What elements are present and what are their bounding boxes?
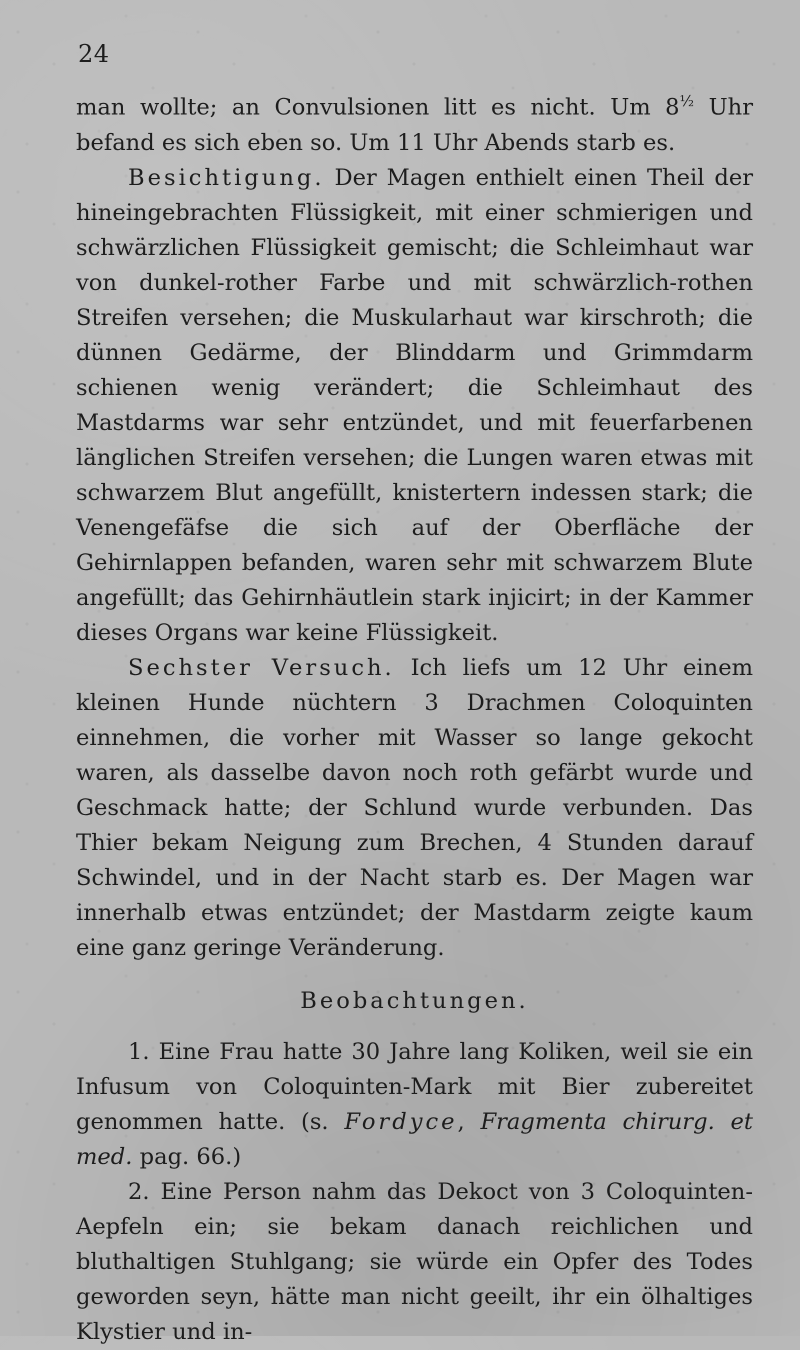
page-number: 24 (78, 40, 110, 68)
observation-1-author: Fordyce (344, 1108, 458, 1135)
observation-2 (76, 1175, 753, 1350)
main-text (76, 84, 753, 1350)
sechster-versuch-text: Ich liefs um 12 Uhr einem kleinen Hunde nüchtern 3 Drachmen Coloquinten einnehmen, die vorher mit Wasser so lange gekocht waren, als dasselbe davon noch roth gefärbt wurde und Geschmack hatte; der Schlund wurde verbunden. Das Thier bekam Neigung zum Brechen, 4 Stunden darauf Schwindel, und in der Nacht starb es. Der Magen war innerhalb etwas entzündet; der Mastdarm zeigte kaum eine ganz geringe Veränderung. (76, 654, 754, 961)
sechster-versuch-label: Sechster Versuch. (128, 654, 395, 681)
beobachtungen-heading: Beobachtungen. (300, 987, 529, 1014)
besichtigung-text: Der Magen enthielt einen Theil der hineingebrachten Flüssigkeit, mit einer schmierigen und schwärzlichen Flüssigkeit gemischt; die Schleimhaut war von dunkel-rother Farbe und mit schwärzlich-rothen Streifen versehen; die Muskularhaut war kirschroth; die dünnen Gedärme, der Blinddarm und Grimmdarm schienen wenig verändert; die Schleimhaut des Mastdarms war sehr entzündet, und mit feuerfarbenen länglichen Streifen versehen; die Lungen waren etwas mit schwarzem Blut angefüllt, knistertern indessen stark; die Venengefäfse die sich auf der Oberfläche der Gehirnlappen befanden, waren sehr mit schwarzem Blute angefüllt; das Gehirnhäutlein stark injicirt; in der Kammer dieses Organs war keine Flüssigkeit. (76, 164, 753, 646)
besichtigung-label: Besichtigung. (128, 164, 325, 191)
observation-2-text: 2. Eine Person nahm das Dekoct von 3 Coloquinten-Aepfeln ein; sie bekam danach reichlichen und bluthaltigen Stuhlgang; sie würde ein Opfer des Todes geworden seyn, hätte man nicht geeilt, ihr ein ölhaltiges Klystier und in- (76, 1178, 753, 1345)
opening-part1: man wollte; an Convulsionen litt es nicht. Um 8 (76, 94, 680, 121)
observation-1-after: pag. 66.) (132, 1143, 242, 1170)
fraction-half: ½ (679, 92, 695, 110)
sechster-versuch-paragraph (76, 651, 753, 966)
observation-1 (76, 1035, 753, 1175)
opening-paragraph (76, 84, 753, 161)
observation-1-comma: , (457, 1108, 481, 1135)
opening-part2: Uhr befand es sich eben so. Um 11 Uhr Abends starb es. (76, 94, 753, 156)
observation-1-before: 1. Eine Frau hatte 30 Jahre lang Koliken, weil sie ein Infusum von Coloquinten-Mark mit Bier zubereitet genommen hatte. (s. (76, 1038, 753, 1135)
observation-1-work: Fragmenta chirurg. et med. (76, 1108, 753, 1170)
besichtigung-paragraph (76, 161, 753, 651)
